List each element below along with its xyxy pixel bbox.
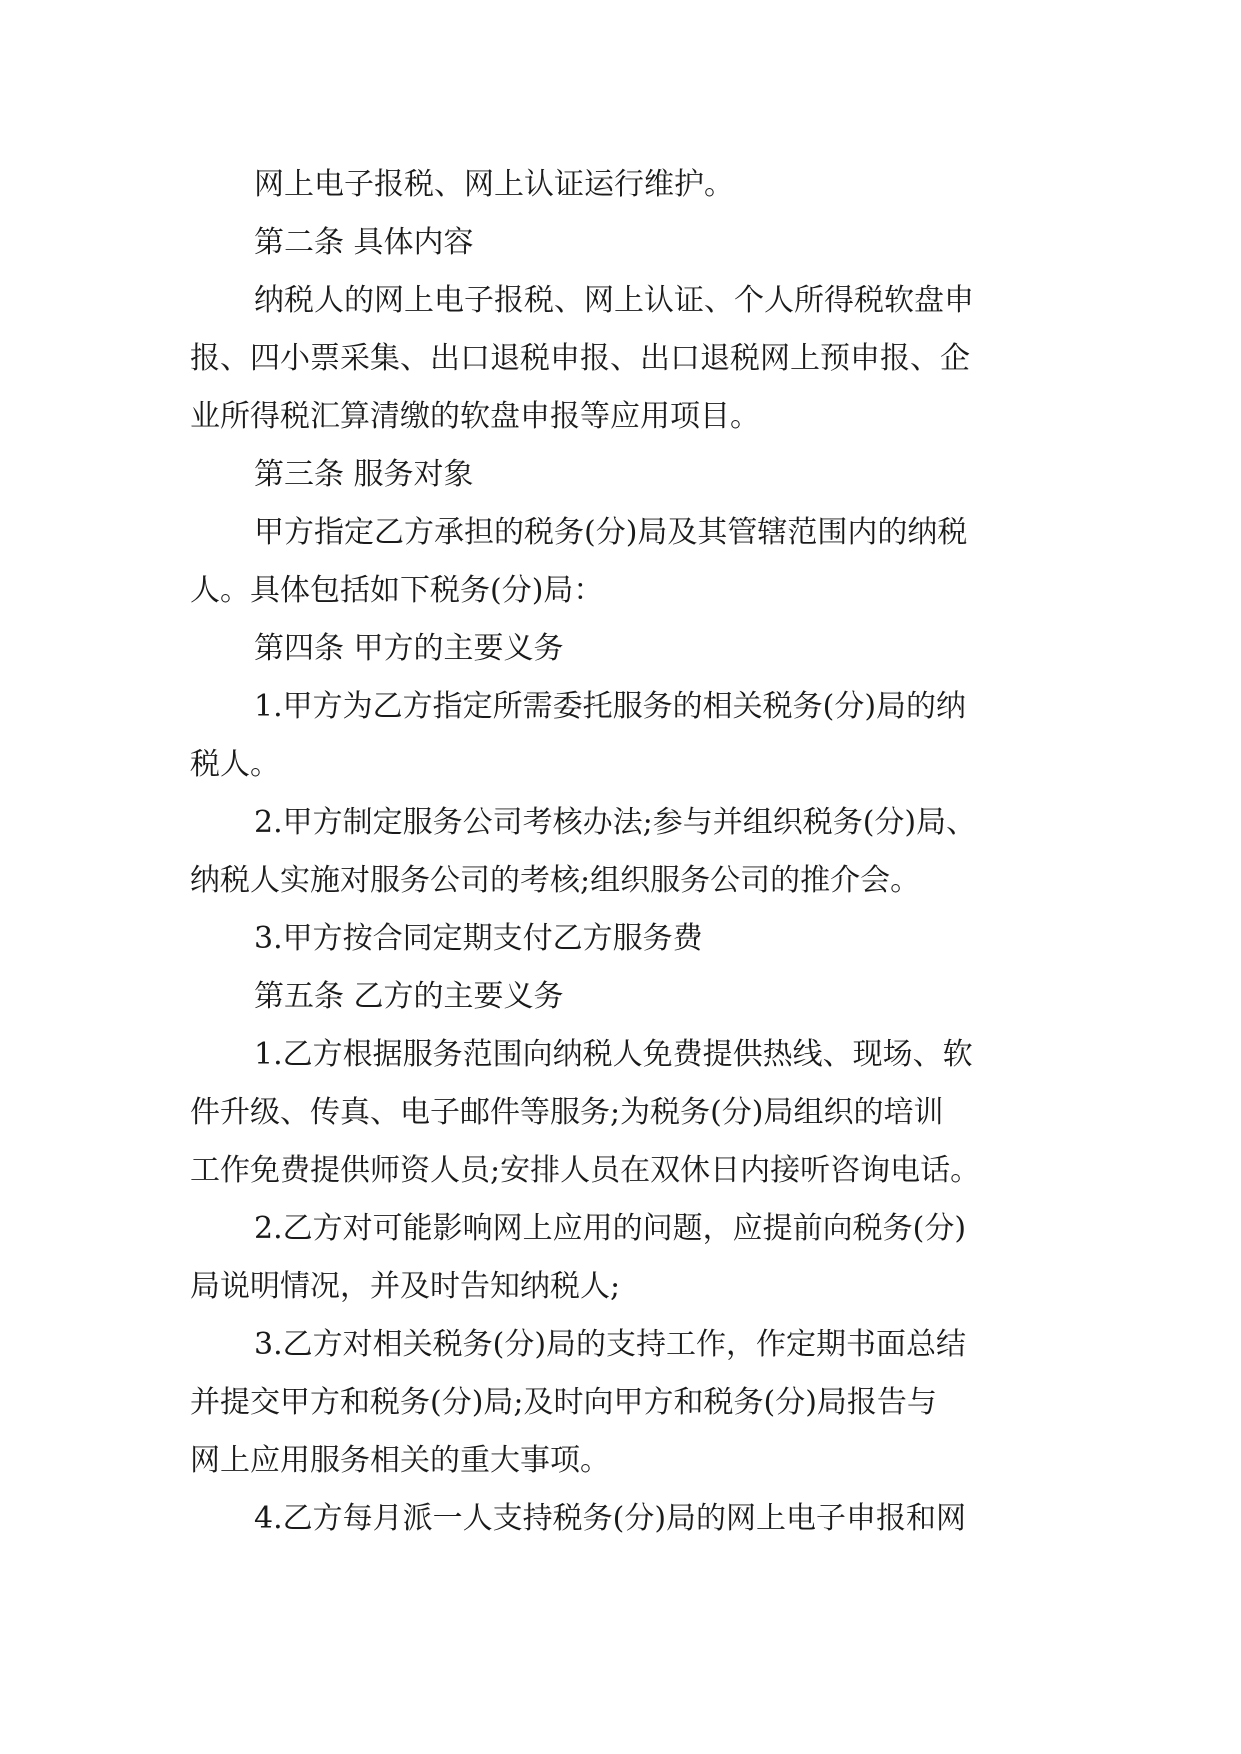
text-line: 业所得税汇算清缴的软盘申报等应用项目。 [190,399,760,434]
text-line: 网上应用服务相关的重大事项。 [190,1443,610,1478]
text-line: 1.乙方根据服务范围向纳税人免费提供热线、现场、软 [254,1037,973,1072]
text-line: 2.甲方制定服务公司考核办法;参与并组织税务(分)局、 [254,805,977,840]
text-line: 第二条 具体内容 [254,225,474,260]
text-line: 税人。 [190,747,280,782]
text-line: 工作免费提供师资人员;安排人员在双休日内接听咨询电话。 [190,1153,981,1188]
text-line: 第四条 甲方的主要义务 [254,631,564,666]
text-line: 1.甲方为乙方指定所需委托服务的相关税务(分)局的纳 [254,689,967,724]
text-line: 4.乙方每月派一人支持税务(分)局的网上电子申报和网 [254,1501,967,1536]
text-line: 第三条 服务对象 [254,457,474,492]
text-line: 报、四小票采集、出口退税申报、出口退税网上预申报、企 [190,341,970,376]
text-line: 网上电子报税、网上认证运行维护。 [254,167,734,202]
text-line: 第五条 乙方的主要义务 [254,979,564,1014]
text-line: 2.乙方对可能影响网上应用的问题，应提前向税务(分) [254,1211,967,1246]
text-line: 纳税人的网上电子报税、网上认证、个人所得税软盘申 [254,283,974,318]
text-line: 3.甲方按合同定期支付乙方服务费 [254,921,703,956]
text-line: 人。具体包括如下税务(分)局： [190,573,604,608]
document-body [190,156,1070,1548]
text-line: 并提交甲方和税务(分)局;及时向甲方和税务(分)局报告与 [190,1385,937,1420]
text-line: 局说明情况，并及时告知纳税人; [190,1269,621,1304]
text-line: 件升级、传真、电子邮件等服务;为税务(分)局组织的培训 [190,1095,944,1130]
text-line: 纳税人实施对服务公司的考核;组织服务公司的推介会。 [190,863,921,898]
text-line: 3.乙方对相关税务(分)局的支持工作，作定期书面总结 [254,1327,967,1362]
text-line: 甲方指定乙方承担的税务(分)局及其管辖范围内的纳税 [254,515,968,550]
